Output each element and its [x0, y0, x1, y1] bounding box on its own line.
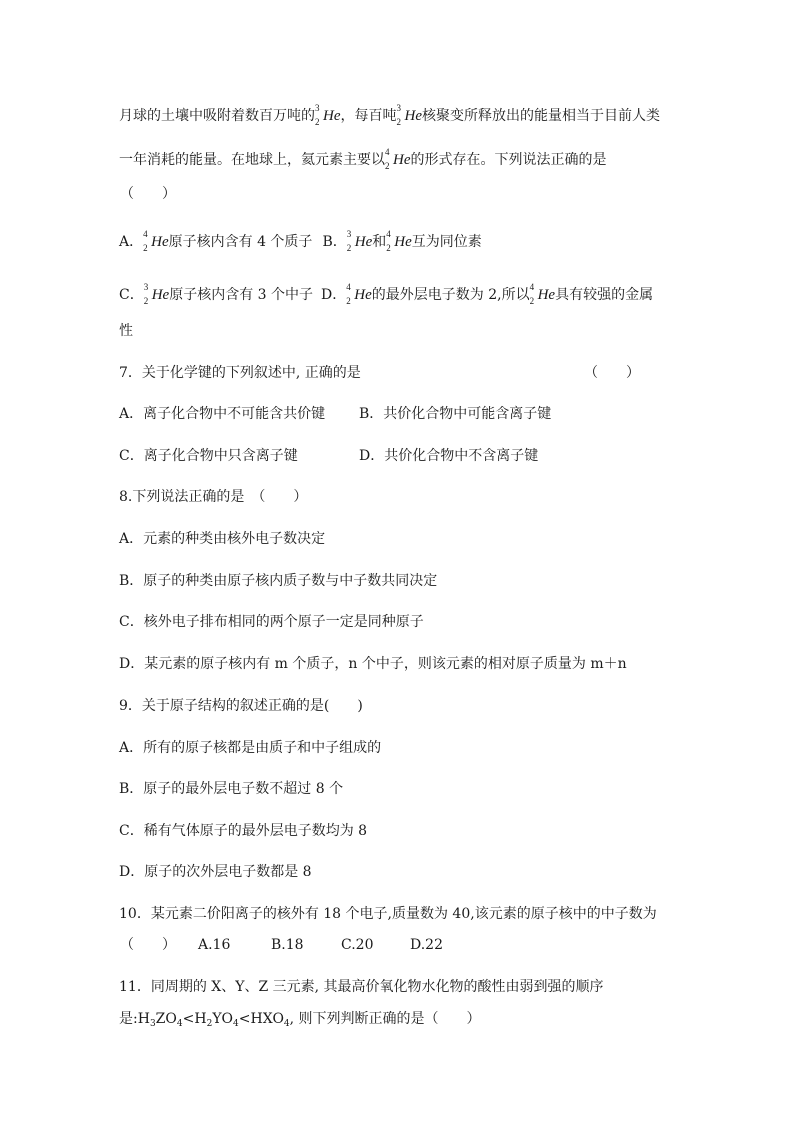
q8-option-d: D．某元素的原子核内有 m 个质子，n 个中子，则该元素的相对原子质量为 m＋n	[119, 656, 627, 672]
q9-option-c: C．稀有气体原子的最外层电子数均为 8	[119, 823, 368, 839]
isotope-he4: 4 2 He	[346, 282, 372, 306]
q8-option-b: B．原子的种类由原子核内质子数与中子数共同决定	[119, 573, 438, 589]
isotope-he4: 4 2 He	[385, 147, 411, 171]
q7-option-d: D．共价化合物中不含离子键	[359, 448, 539, 464]
option-a: A． 4 2 He原子核内含有 4 个质子	[119, 229, 313, 253]
q8-option-a: A．元素的种类由核外电子数决定	[119, 531, 326, 547]
q6-text: 核聚变所释放出的能量相当于目前人类	[422, 108, 660, 124]
q6-text: 的形式存在。下列说法正确的是	[410, 152, 607, 168]
q7-option-c: C．离子化合物中只含离子键	[119, 448, 298, 464]
isotope-he4: 4 2 He	[386, 229, 412, 253]
q6-option-d-continued: 性	[119, 323, 133, 339]
q6-options-ab	[119, 229, 482, 253]
q8-stem: 8.下列说法正确的是 （ ）	[119, 489, 308, 505]
isotope-he3: 3 2 He	[315, 103, 341, 127]
q10-option-a: A.16	[198, 937, 231, 953]
isotope-he3: 3 2 He	[346, 229, 373, 253]
q10-answer-paren: （ ）	[120, 937, 176, 953]
option-b: B． 3 2 He和 4 2 He互为同位素	[322, 229, 482, 253]
isotope-he3: 3 2 He	[396, 103, 422, 127]
q7-stem: 7．关于化学键的下列叙述中, 正确的是	[119, 365, 361, 381]
q10-option-d: D.22	[410, 937, 443, 953]
q8-option-c: C．核外电子排布相同的两个原子一定是同种原子	[119, 614, 424, 630]
q10-option-b: B.18	[271, 937, 304, 953]
q9-option-a: A．所有的原子核都是由质子和中子组成的	[119, 740, 382, 756]
q11-stem-line-2: 是$:H_3ZO_4<H_2YO_4<HXO_4$, 则下列判断正确的是（ ）	[119, 1011, 481, 1029]
option-c: C． 3 2 He原子核内含有 3 个中子	[119, 282, 314, 306]
q9-stem: 9．关于原子结构的叙述正确的是( )	[119, 698, 363, 714]
q11-stem: 11．同周期的 X、Y、Z 三元素, 其最高价氧化物水化物的酸性由弱到强的顺序	[119, 979, 604, 995]
q6-text: ，每百吨	[340, 108, 397, 124]
option-d: D． 4 2 He的最外层电子数为 2,所以 4 2 He具有较强的金属	[321, 282, 654, 306]
isotope-he3: 3 2 He	[143, 282, 170, 306]
q10-stem: 10．某元素二价阳离子的核外有 18 个电子,质量数为 40,该元素的原子核中的中子数为	[119, 906, 657, 922]
q6-text: 一年消耗的能量。在地球上，氦元素主要以	[119, 152, 385, 168]
q6-options-cd	[119, 282, 654, 306]
q6-text: 月球的土壤中吸附着数百万吨的	[119, 108, 315, 124]
isotope-he4: 4 2 He	[143, 229, 169, 253]
q7-option-a: A．离子化合物中不可能含共价键	[119, 406, 326, 422]
q7-option-b: B．共价化合物中可能含离子键	[359, 406, 552, 422]
q6-line-2	[119, 147, 607, 171]
q6-line-1	[119, 103, 660, 127]
q9-option-b: B．原子的最外层电子数不超过 8 个	[119, 781, 344, 797]
q7-answer-paren: （ ）	[584, 365, 640, 381]
q10-option-c: C.20	[341, 937, 374, 953]
q9-option-d: D．原子的次外层电子数都是 8	[119, 864, 312, 880]
isotope-he4: 4 2 He	[529, 282, 556, 306]
q6-answer-paren: （ ）	[120, 186, 176, 202]
